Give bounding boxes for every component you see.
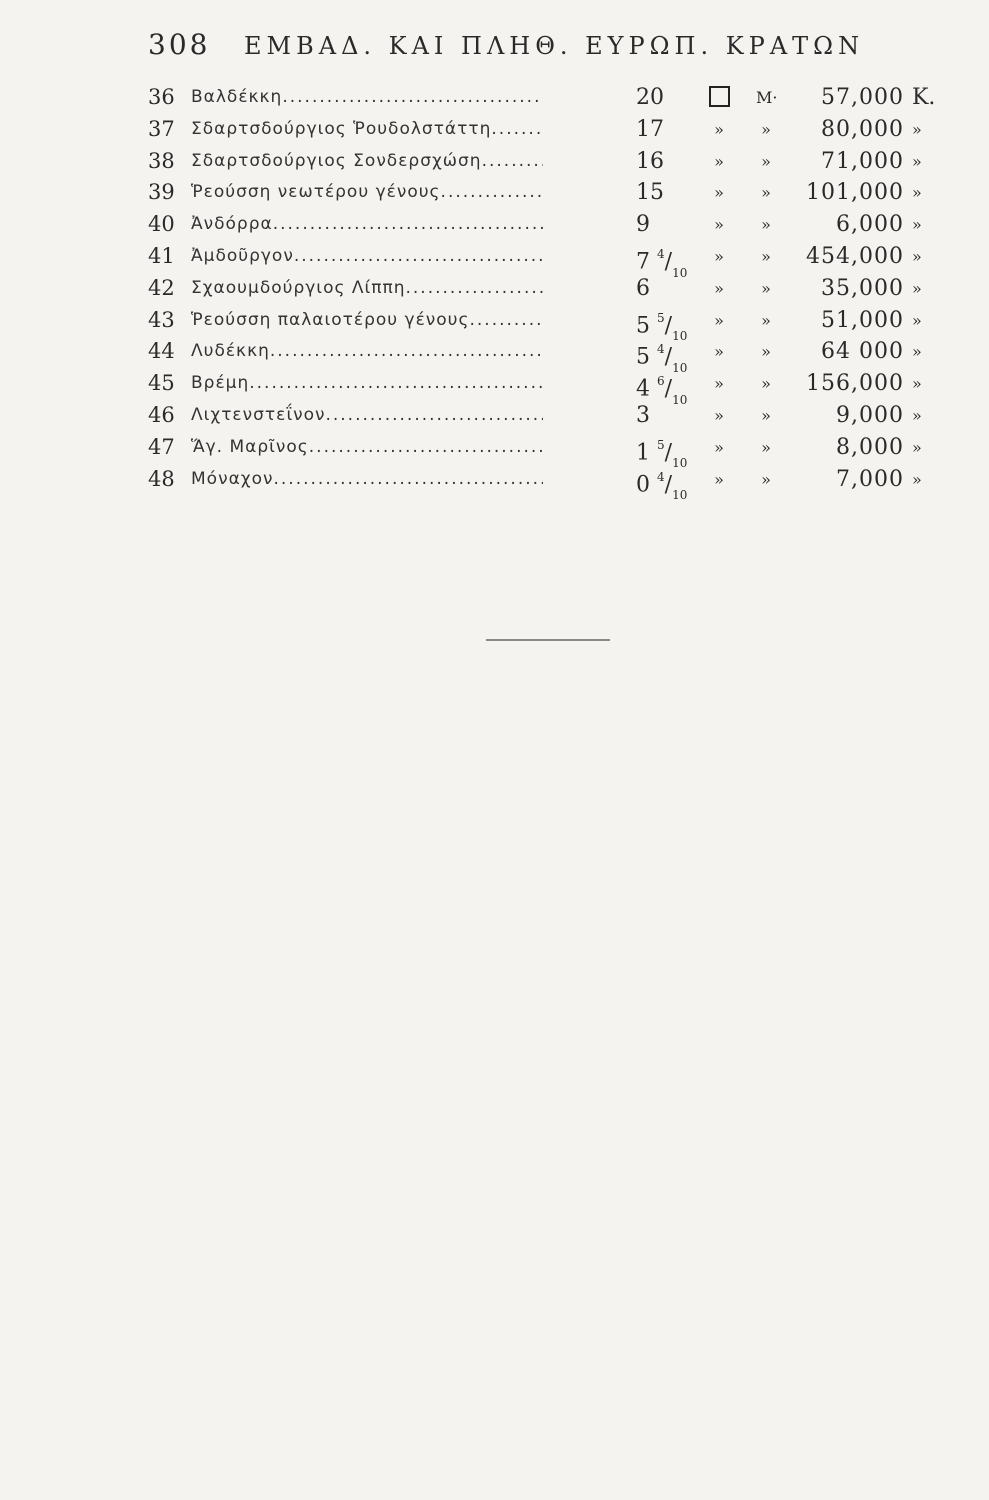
ditto-mark: »: [912, 469, 922, 489]
ditto-mark: »: [761, 405, 771, 425]
ditto-mark: »: [761, 151, 771, 171]
area-whole: 3: [636, 402, 650, 428]
ditto-mark: »: [912, 151, 922, 171]
square-box-icon: [709, 86, 730, 107]
area-value: [636, 82, 716, 114]
population-value: 6,000: [836, 212, 904, 238]
table-row: [0, 368, 989, 407]
population-value: 156,000: [806, 371, 904, 397]
ditto-mark: »: [912, 215, 922, 235]
square-miles-unit-marker: [709, 82, 729, 114]
state-name: Σχαουμδούργιος Λίππη .....: [191, 273, 543, 305]
row-number: 37: [148, 116, 175, 141]
ditto-mark: »: [714, 183, 724, 203]
row-number: 41: [148, 243, 175, 268]
ditto-mark: »: [912, 278, 922, 298]
ditto-mark: »: [912, 374, 922, 394]
area-whole: 17: [636, 116, 664, 142]
area-whole: 5: [636, 344, 650, 370]
row-number: 46: [148, 402, 175, 427]
population-value: 8,000: [836, 434, 904, 460]
table-row: [0, 177, 989, 209]
state-name: Βρέμη .....: [191, 368, 543, 400]
state-name: Ἀνδόρρα .....: [191, 209, 543, 241]
area-fraction-numerator: 5: [657, 437, 665, 452]
area-fraction-denominator: 10: [672, 265, 688, 280]
ditto-mark: »: [714, 119, 724, 139]
ditto-mark: »: [714, 246, 724, 266]
table-row: [0, 82, 989, 114]
area-whole: 7: [636, 249, 650, 275]
ditto-mark: »: [714, 405, 724, 425]
ditto-mark: »: [912, 437, 922, 457]
ditto-mark: »: [761, 278, 771, 298]
page-number: 308: [148, 28, 211, 61]
ditto-mark: »: [761, 469, 771, 489]
table-row: [0, 114, 989, 146]
table-row: [0, 273, 989, 305]
table-row: [0, 209, 989, 241]
ditto-mark: »: [714, 469, 724, 489]
area-whole: 5: [636, 312, 650, 338]
area-value: [636, 273, 716, 305]
ditto-mark: »: [714, 437, 724, 457]
state-name: Σδαρτσδούργιος Σονδερσχώση .....: [191, 146, 543, 178]
row-number: 45: [148, 371, 175, 396]
row-number: 43: [148, 307, 175, 332]
ditto-mark: »: [761, 374, 771, 394]
table-row: [0, 336, 989, 376]
area-value: 0 $^4/_{10}$: [636, 469, 688, 503]
area-whole: 15: [636, 180, 664, 206]
state-name: Λιχτενστεΐνον .....: [191, 400, 543, 432]
running-title: ΕΜΒΑΔ. ΚΑΙ ΠΛΗΘ. ΕΥΡΩΠ. ΚΡΑΤΩΝ: [244, 32, 865, 60]
row-number: 47: [148, 434, 175, 459]
area-whole: 9: [636, 212, 650, 238]
population-value: 454,000: [806, 243, 904, 269]
area-value: 5 $^5/_{10}$: [636, 310, 688, 344]
area-fraction-numerator: 4: [657, 342, 665, 357]
row-number: 38: [148, 148, 175, 173]
population-value: 71,000: [821, 148, 904, 174]
state-name: Ἀμδοῦργον .....: [191, 241, 543, 273]
state-name: Σδαρτσδούργιος Ῥουδολστάττη .....: [191, 114, 543, 146]
population-value: 9,000: [836, 402, 904, 428]
state-name: Ἅγ. Μαρῖνος .....: [191, 432, 543, 464]
row-number: 44: [148, 339, 175, 364]
population-value: 101,000: [806, 180, 904, 206]
area-fraction-numerator: 4: [657, 246, 665, 261]
population-value: 35,000: [821, 275, 904, 301]
unit-mark: Μ·: [756, 88, 778, 107]
ditto-mark: »: [761, 119, 771, 139]
ditto-mark: »: [761, 183, 771, 203]
ditto-mark: »: [761, 342, 771, 362]
ditto-mark: »: [714, 374, 724, 394]
area-whole: 6: [636, 275, 650, 301]
area-fraction-numerator: 6: [657, 374, 665, 389]
population-value: 7,000: [836, 466, 904, 492]
row-number: 40: [148, 212, 175, 237]
ditto-mark: »: [912, 310, 922, 330]
row-number: 48: [148, 466, 175, 491]
ditto-mark: »: [912, 119, 922, 139]
area-whole: 4: [636, 376, 650, 402]
population-value: 57,000: [821, 85, 904, 110]
table-row: [0, 464, 989, 503]
area-whole: 1: [636, 440, 650, 466]
state-name: Λυδέκκη .....: [191, 336, 543, 368]
area-value: 1 $^5/_{10}$: [636, 437, 688, 471]
area-value: [636, 177, 716, 209]
area-whole: 0: [636, 471, 650, 497]
unit-mark: Κ.: [912, 85, 936, 110]
population-value: 80,000: [821, 116, 904, 142]
area-fraction-denominator: 10: [672, 456, 688, 471]
ditto-mark: »: [912, 405, 922, 425]
state-name: Ῥεούσση νεωτέρου γένους .....: [191, 177, 543, 209]
ditto-mark: »: [714, 342, 724, 362]
population-value: 51,000: [821, 307, 904, 333]
ditto-mark: »: [912, 246, 922, 266]
area-value: 5 $^4/_{10}$: [636, 342, 688, 376]
ditto-mark: »: [714, 215, 724, 235]
area-fraction-denominator: 10: [672, 361, 688, 376]
ditto-mark: »: [761, 246, 771, 266]
row-number: 42: [148, 275, 175, 300]
area-value: [636, 209, 716, 241]
table-row: [0, 305, 989, 344]
state-name: Ῥεούσση παλαιοτέρου γένους .....: [191, 305, 543, 337]
area-value: [636, 114, 716, 146]
area-fraction-denominator: 10: [672, 329, 688, 344]
table-row: [0, 400, 989, 432]
row-number: 39: [148, 180, 175, 205]
area-fraction-numerator: 5: [657, 310, 665, 325]
ditto-mark: »: [912, 183, 922, 203]
state-name: Μόναχον .....: [191, 464, 543, 496]
ditto-mark: »: [714, 151, 724, 171]
states-table: [0, 82, 989, 503]
population-value: 64 000: [821, 339, 904, 365]
row-number: 36: [148, 85, 175, 109]
area-value: 4 $^6/_{10}$: [636, 374, 688, 407]
area-value: [636, 400, 716, 432]
area-value: [636, 146, 716, 178]
area-fraction-denominator: 10: [672, 392, 688, 407]
state-name: Βαλδέκκη .....: [191, 82, 543, 114]
area-whole: 20: [636, 85, 664, 110]
ditto-mark: »: [714, 278, 724, 298]
separator-rule: [486, 639, 610, 641]
ditto-mark: »: [761, 437, 771, 457]
table-row: [0, 146, 989, 178]
ditto-mark: »: [761, 310, 771, 330]
table-row: [0, 432, 989, 471]
page-header: [148, 28, 868, 68]
ditto-mark: »: [761, 215, 771, 235]
area-value: 7 $^4/_{10}$: [636, 246, 688, 280]
table-row: [0, 241, 989, 280]
ditto-mark: »: [912, 342, 922, 362]
area-fraction-numerator: 4: [657, 469, 665, 484]
area-whole: 16: [636, 148, 664, 174]
area-fraction-denominator: 10: [672, 488, 688, 503]
ditto-mark: »: [714, 310, 724, 330]
